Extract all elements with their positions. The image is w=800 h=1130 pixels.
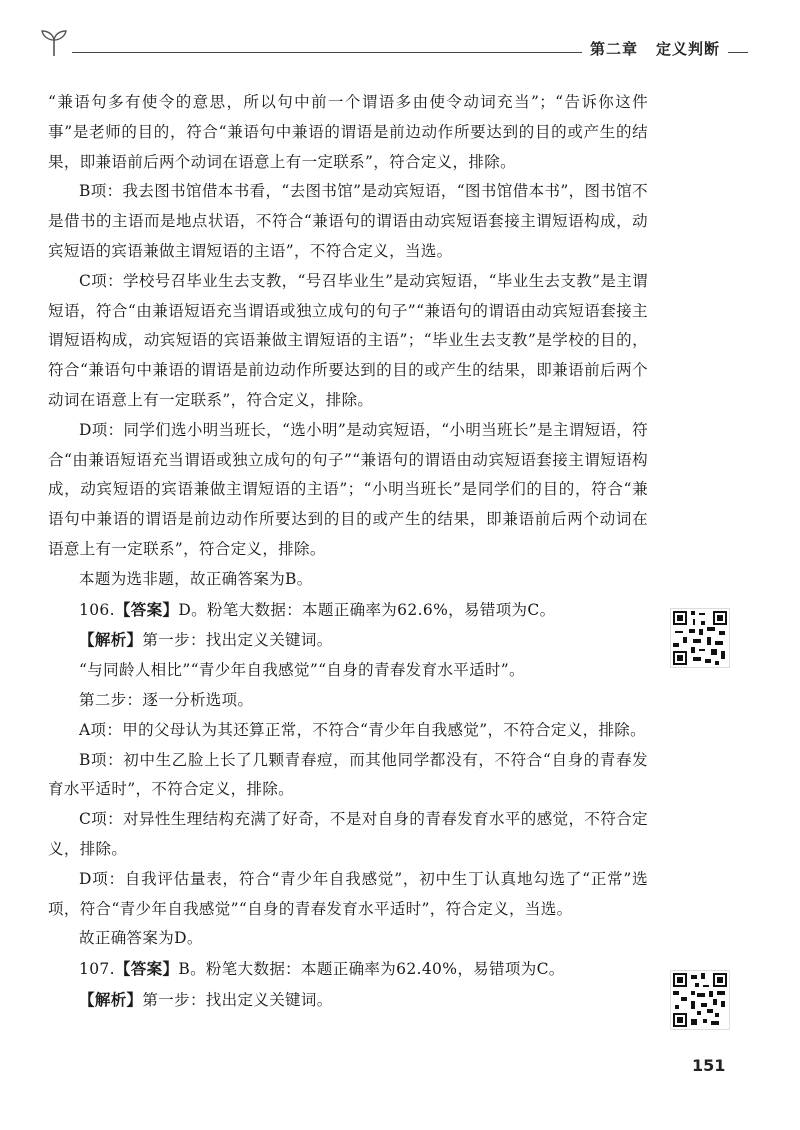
- paragraph: A项：甲的父母认为其还算正常，不符合“青少年自我感觉”，不符合定义，排除。: [79, 720, 646, 739]
- question-number: 107.: [79, 960, 115, 979]
- answer-tag: 【答案】: [114, 959, 179, 979]
- answer-text: B。粉笔大数据：本题正确率为62.40%，易错项为C。: [178, 960, 565, 979]
- analysis-text: 第一步：找出定义关键词。: [142, 990, 333, 1009]
- page-number: 151: [692, 1056, 726, 1075]
- answer-text: D。粉笔大数据：本题正确率为62.6%，易错项为C。: [178, 600, 556, 619]
- analysis-text: 第一步：找出定义关键词。: [142, 631, 333, 650]
- analysis-tag: 【解析】: [79, 630, 143, 650]
- paragraph: C项：学校号召毕业生去支教，“号召毕业生”是动宾短语，“毕业生去支教”是主谓短语，符合“由兼语短语充当谓语或独立成句的句子”“兼语句的谓语由动宾短语套接主谓短语构成，动宾短语的宾语兼做主谓短语的主语”；“毕业生去支教”是学校的目的，符合“兼语句中兼语的谓语是前边动作所要达到的目的或产生的结果，即兼语前后两个动词在语意上有一定联系”，符合定义，排除。: [48, 271, 648, 409]
- paragraph: D项：同学们选小明当班长，“选小明”是动宾短语，“小明当班长”是主谓短语，符合“由兼语短语充当谓语或独立成句的句子”“兼语句的谓语由动宾短语套接主谓短语构成，动宾短语的宾语兼做主谓短语的主语”；“小明当班长”是同学们的目的，符合“兼语句中兼语的谓语是前边动作所要达到的目的或产生的结果，即兼语前后两个动词在语意上有一定联系”，符合定义，排除。: [48, 420, 648, 558]
- paragraph: “兼语句多有使令的意思，所以句中前一个谓语多由使令动词充当”；“告诉你这件事”是老师的目的，符合“兼语句中兼语的谓语是前边动作所要达到的目的或产生的结果，即兼语前后两个动词在语意上有一定联系”，符合定义，排除。: [48, 93, 648, 171]
- answer-tag: 【答案】: [114, 599, 179, 619]
- paragraph: B项：我去图书馆借本书看，“去图书馆”是动宾短语，“图书馆借本书”，图书馆不是借书的主语而是地点状语，不符合“兼语句的谓语由动宾短语套接主谓短语构成，动宾短语的宾语兼做主谓短语的主语”，不符合定义，当选。: [48, 182, 648, 260]
- header-chapter-title: [582, 38, 728, 59]
- paragraph: C项：对异性生理结构充满了好奇，不是对自身的青春发育水平的感觉，不符合定义，排除。: [48, 810, 648, 858]
- qr-code-icon-106[interactable]: [670, 608, 730, 668]
- sprout-icon: [38, 28, 70, 58]
- qr-code-icon-107[interactable]: [670, 970, 730, 1030]
- chapter-label: 第二章: [589, 40, 638, 58]
- page-body: [48, 88, 648, 1016]
- section-title: 定义判断: [655, 40, 720, 58]
- analysis-tag: 【解析】: [79, 989, 143, 1009]
- paragraph: 第二步：逐一分析选项。: [79, 690, 254, 709]
- q107-analysis: [48, 985, 648, 1016]
- paragraph: D项：自我评估量表，符合“青少年自我感觉”，初中生丁认真地勾选了“正常”选项，符合“青少年自我感觉”“自身的青春发育水平适时”，符合定义，当选。: [48, 869, 648, 918]
- paragraph: 本题为选非题，故正确答案为B。: [79, 569, 313, 588]
- running-header: [38, 28, 748, 62]
- paragraph: 故正确答案为D。: [79, 929, 203, 948]
- q106-analysis: [48, 625, 648, 656]
- q107-answer: [48, 954, 648, 985]
- question-number: 106.: [79, 600, 115, 619]
- q106-answer: [48, 595, 648, 626]
- paragraph: B项：初中生乙脸上长了几颗青春痘，而其他同学都没有，不符合“自身的青春发育水平适时”，不符合定义，排除。: [48, 750, 648, 799]
- paragraph: “与同龄人相比”“青少年自我感觉”“自身的青春发育水平适时”。: [79, 661, 525, 680]
